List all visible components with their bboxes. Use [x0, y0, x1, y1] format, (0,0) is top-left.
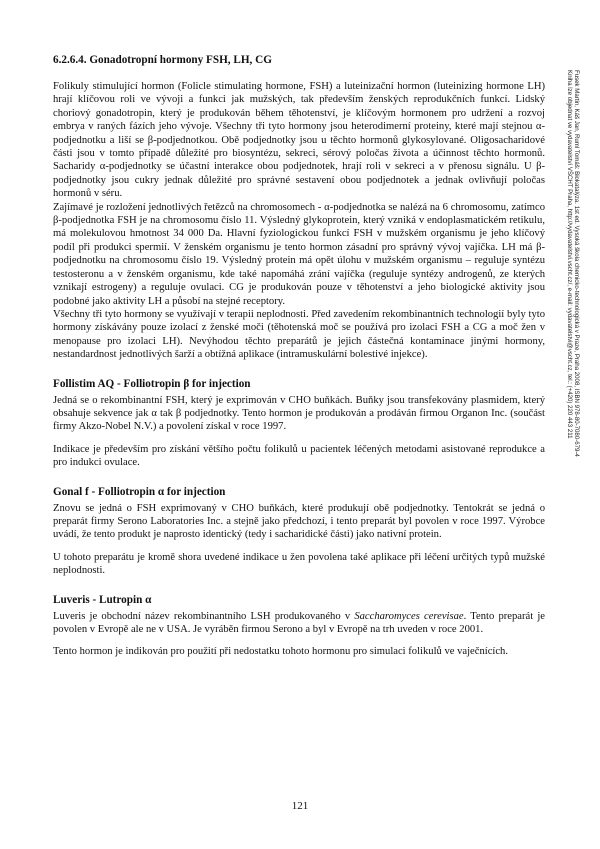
luveris-text-b: . Tento preparát je povolen v Evropě ale ne v USA. Je vyráběn firmou Serono a byl v Evropě na trh uveden v roce 2001. — [53, 610, 546, 635]
follistim-heading: Follistim AQ - Folliotropin β for injection — [53, 377, 251, 390]
luveris-paragraph-2: Tento hormon je indikován pro použití při nedostatku tohoto hormonu pro simulaci folikulů ve vaječnících. — [53, 646, 508, 658]
luveris-text-a: Luveris je obchodní název rekombinantního LSH produkovaného v — [53, 610, 355, 622]
follistim-paragraph-2: Indikace je především pro získání většího počtu folikulů u pacientek léčených metodami asistované reprodukce a pro indukci ovulace. — [53, 443, 545, 469]
page-number: 121 — [291, 800, 309, 812]
gonal-paragraph-1: Znovu se jedná o FSH exprimovaný v CHO buňkách, které produkují obě podjednotky. Tentokrát se jedná o preparát firmy Serono Laboratories Inc. a stejně jako předchozí, i tento preparát byl povolen v roce 1997. Výrobce uvádí, že tento produkt je naprosto identický (tedy i sacharidické části) jako nativní protein. — [53, 502, 545, 541]
luveris-paragraph-1 — [53, 610, 545, 637]
intro-paragraph-3: Všechny tři tyto hormony se využívají v terapii neplodnosti. Před zavedením rekombinantních technologií byly tyto hormony získávány pouze izolací z ženské moči (těhotenská moč se používá pro izolaci FSH a CG a moč žen v menopause pro izolaci LH). Nevýhodou těchto preparátů je jejich částečná kontaminace jinými hormony, nestandardnost jednotlivých šarží a obtížná aplikace (intramuskulární bolestivé injekce). — [53, 308, 545, 361]
side-citation — [566, 70, 580, 670]
follistim-paragraph-1: Jedná se o rekombinantní FSH, který je exprimován v CHO buňkách. Buňky jsou transfekovány plasmidem, který obsahuje sekvence jak α tak β podjednotky. Tento hormon je produkován a prodáván firmou Organon Inc. (součást firmy Akzo-Nobel N.V.) a povolení získal v roce 1997. — [53, 394, 545, 433]
side-citation-line-2: Kniha lze objednat ve vydavatelství VŠCHT Praha, http://vydavatelstvi.vscht.cz/, e-mail: vydavatelstvi@vscht.cz, tel.: (+420) 220 443 211 — [566, 70, 573, 439]
intro-paragraph-1: Folikuly stimulující hormon (Folicle stimulating hormone, FSH) a luteinizační hormon (luteinizing hormone LH) hrají klíčovou roli ve vývoji a funkci jak mužských, tak především ženských reprodukčních funkcí. Lidský choriový gonadotropin, který je produkován během těhotenství, je klíčovým hormonem pro udržení a rozvoj embrya v raných fázích jeho vývoje. Všechny tři tyto hormony jsou heterodimerní proteiny, které mají stejnou α-podjednotku a liší se β-podjednotkou. Obě podjednotky jsou u těchto hormonů glykosylované. Oligosacharidové části jsou v tomto případě důležité pro biosyntézu, sekreci, sérový poločas života a účinnost těchto hormonů. Sacharidy α-podjednotky se účastní interakce obou podjednotek, hrají roli v sekreci a v přenosu signálu. U β-podjednotky jsou cukry jednak důležité pro správné sestavení obou podjednotek a jednak ovlivňují poločas hormonů v séru. — [53, 81, 545, 200]
document-page — [53, 54, 545, 659]
side-citation-line-1: Fusek Martin, Káš Jan, Ruml Tomáš: Biokatalýza. 1st ed. Vysoká škola chemicko-technologická v Praze, Praha 2008, ISBN 978-80-7080-679-4 — [573, 70, 580, 457]
gonal-heading: Gonal f - Folliotropin α for injection — [53, 485, 226, 498]
luveris-heading: Luveris - Lutropin α — [53, 593, 152, 606]
gonal-paragraph-2: U tohoto preparátu je kromě shora uvedené indikace u žen povolena také aplikace při léčení určitých typů mužské neplodnosti. — [53, 551, 545, 577]
intro-paragraph-2: Zajímavé je rozložení jednotlivých řetězců na chromosomech - α-podjednotka se nalézá na 6 chromosomu, zatímco β-podjednotka FSH je na chromosomu číslo 11. Výsledný glykoprotein, který vzniká v endoplasmatickém retikulu, má molekulovou hmotnost 34 000 Da. Hlavní fyziologickou funkcí FSH v mužském organismu je jeho klíčový podíl při produkci spermií. V ženském organismu je tento hormon zásadní pro správný vývoj vajíčka. LH má β-podjednotku na chromosomu číslo 19. Výsledný protein má opět úlohu v mužském organismu – reguluje syntézu testosteronu a v ženském organismu, kde také napomáhá zrání vajíčka (reguluje syntézy androgenů, ze kterých vznikají estrogeny) a reguluje ovulaci. CG je produkován pouze v těhotenství a jeho biologické aktivity jsou podobné jako aktivity LH a působí na stejné receptory. — [53, 201, 545, 307]
luveris-species: Saccharomyces cerevisae — [354, 610, 464, 622]
section-title: 6.2.6.4. Gonadotropní hormony FSH, LH, CG — [53, 54, 272, 66]
